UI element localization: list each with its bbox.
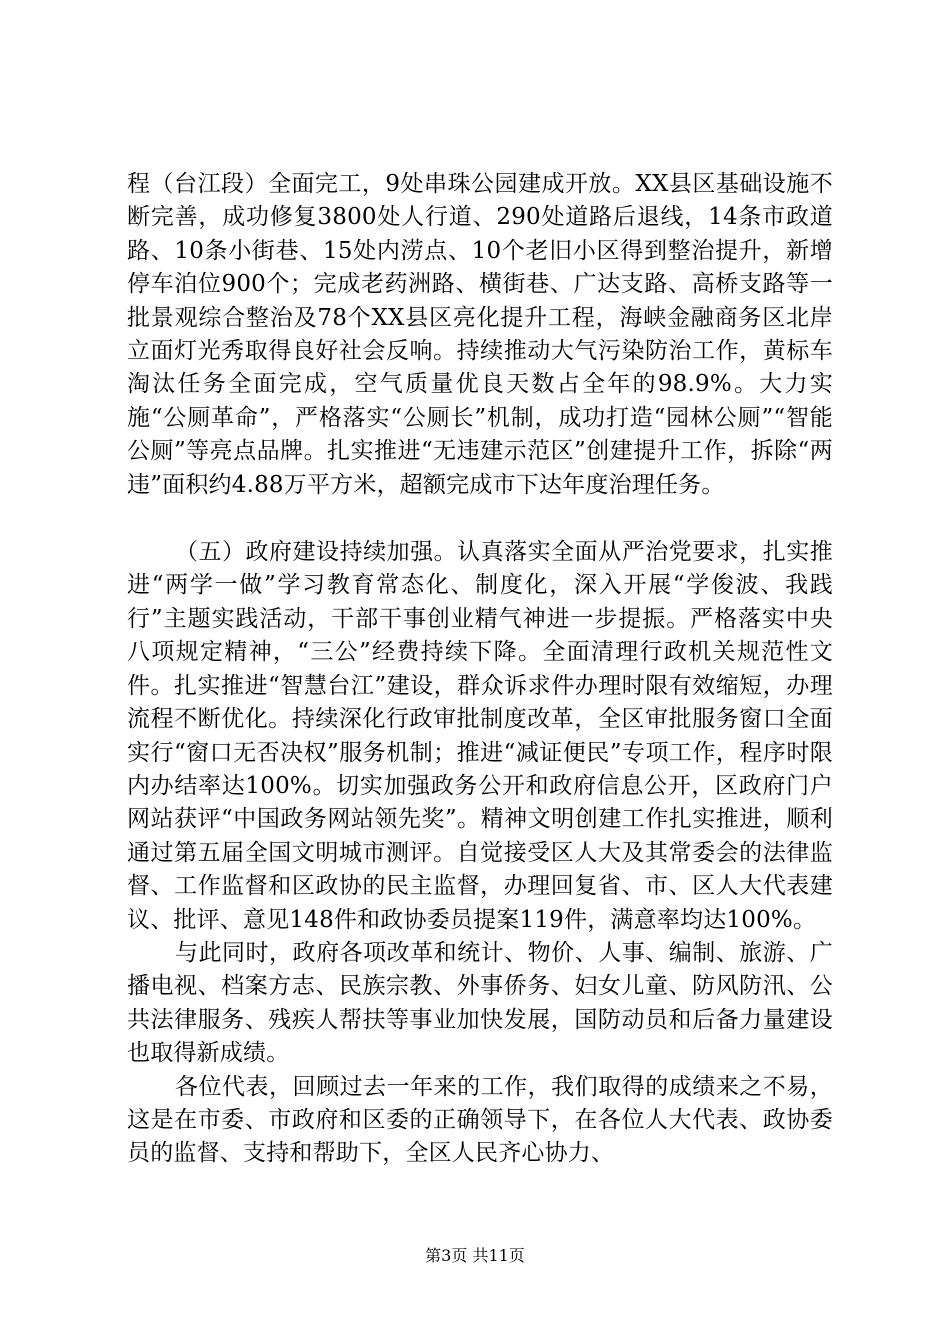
paragraph-gap [127,502,833,536]
paragraph-government-building: （五）政府建设持续加强。认真落实全面从严治党要求，扎实推进“两学一做”学习教育常态化、制度化，深入开展“学俊波、我践行”主题实践活动，干部干事创业精气神进一步提振。严格落实中央八项规定精神，“三公”经费持续下降。全面清理行政机关规范性文件。扎实推进“智慧台江”建设，群众诉求件办理时限有效缩短，办理流程不断优化。持续深化行政审批制度改革，全区审批服务窗口全面实行“窗口无否决权”服务机制；推进“减证便民”专项工作，程序时限内办结率达100%。切实加强政务公开和政府信息公开，区政府门户网站获评“中国政务网站领先奖”。精神文明创建工作扎实推进，顺利通过第五届全国文明城市测评。自觉接受区人大及其常委会的法律监督、工作监督和区政协的民主监督，办理回复省、市、区人大代表建议、批评、意见148件和政协委员提案119件，满意率均达100%。 [127,539,833,933]
document-body [127,168,833,1171]
paragraph-other-affairs: 与此同时，政府各项改革和统计、物价、人事、编制、旅游、广播电视、档案方志、民族宗教、外事侨务、妇女儿童、防风防汛、公共法律服务、残疾人帮扶等事业加快发展，国防动员和后备力量建设也取得新成绩。 [127,939,833,1067]
page-number-footer: 第3页 共11页 [425,1246,525,1265]
paragraph-review: 各位代表，回顾过去一年来的工作，我们取得的成绩来之不易，这是在市委、市政府和区委的正确领导下，在各位人大代表、政协委员的监督、支持和帮助下，全区人民齐心协力、 [127,1073,833,1167]
paragraph-infrastructure: 程（台江段）全面完工，9处串珠公园建成开放。XX县区基础设施不断完善，成功修复3800处人行道、290处道路后退线，14条市政道路、10条小街巷、15处内涝点、10个老旧小区得到整治提升，新增停车泊位900个；完成老药洲路、横街巷、广达支路、高桥支路等一批景观综合整治及78个XX县区亮化提升工程，海峡金融商务区北岸立面灯光秀取得良好社会反响。持续推动大气污染防治工作，黄标车淘汰任务全面完成，空气质量优良天数占全年的98.9%。大力实施“公厕革命”，严格落实“公厕长”机制，成功打造“园林公厕”“智能公厕”等亮点品牌。扎实推进“无违建示范区”创建提升工作，拆除“两违”面积约4.88万平方米，超额完成市下达年度治理任务。 [127,171,833,498]
